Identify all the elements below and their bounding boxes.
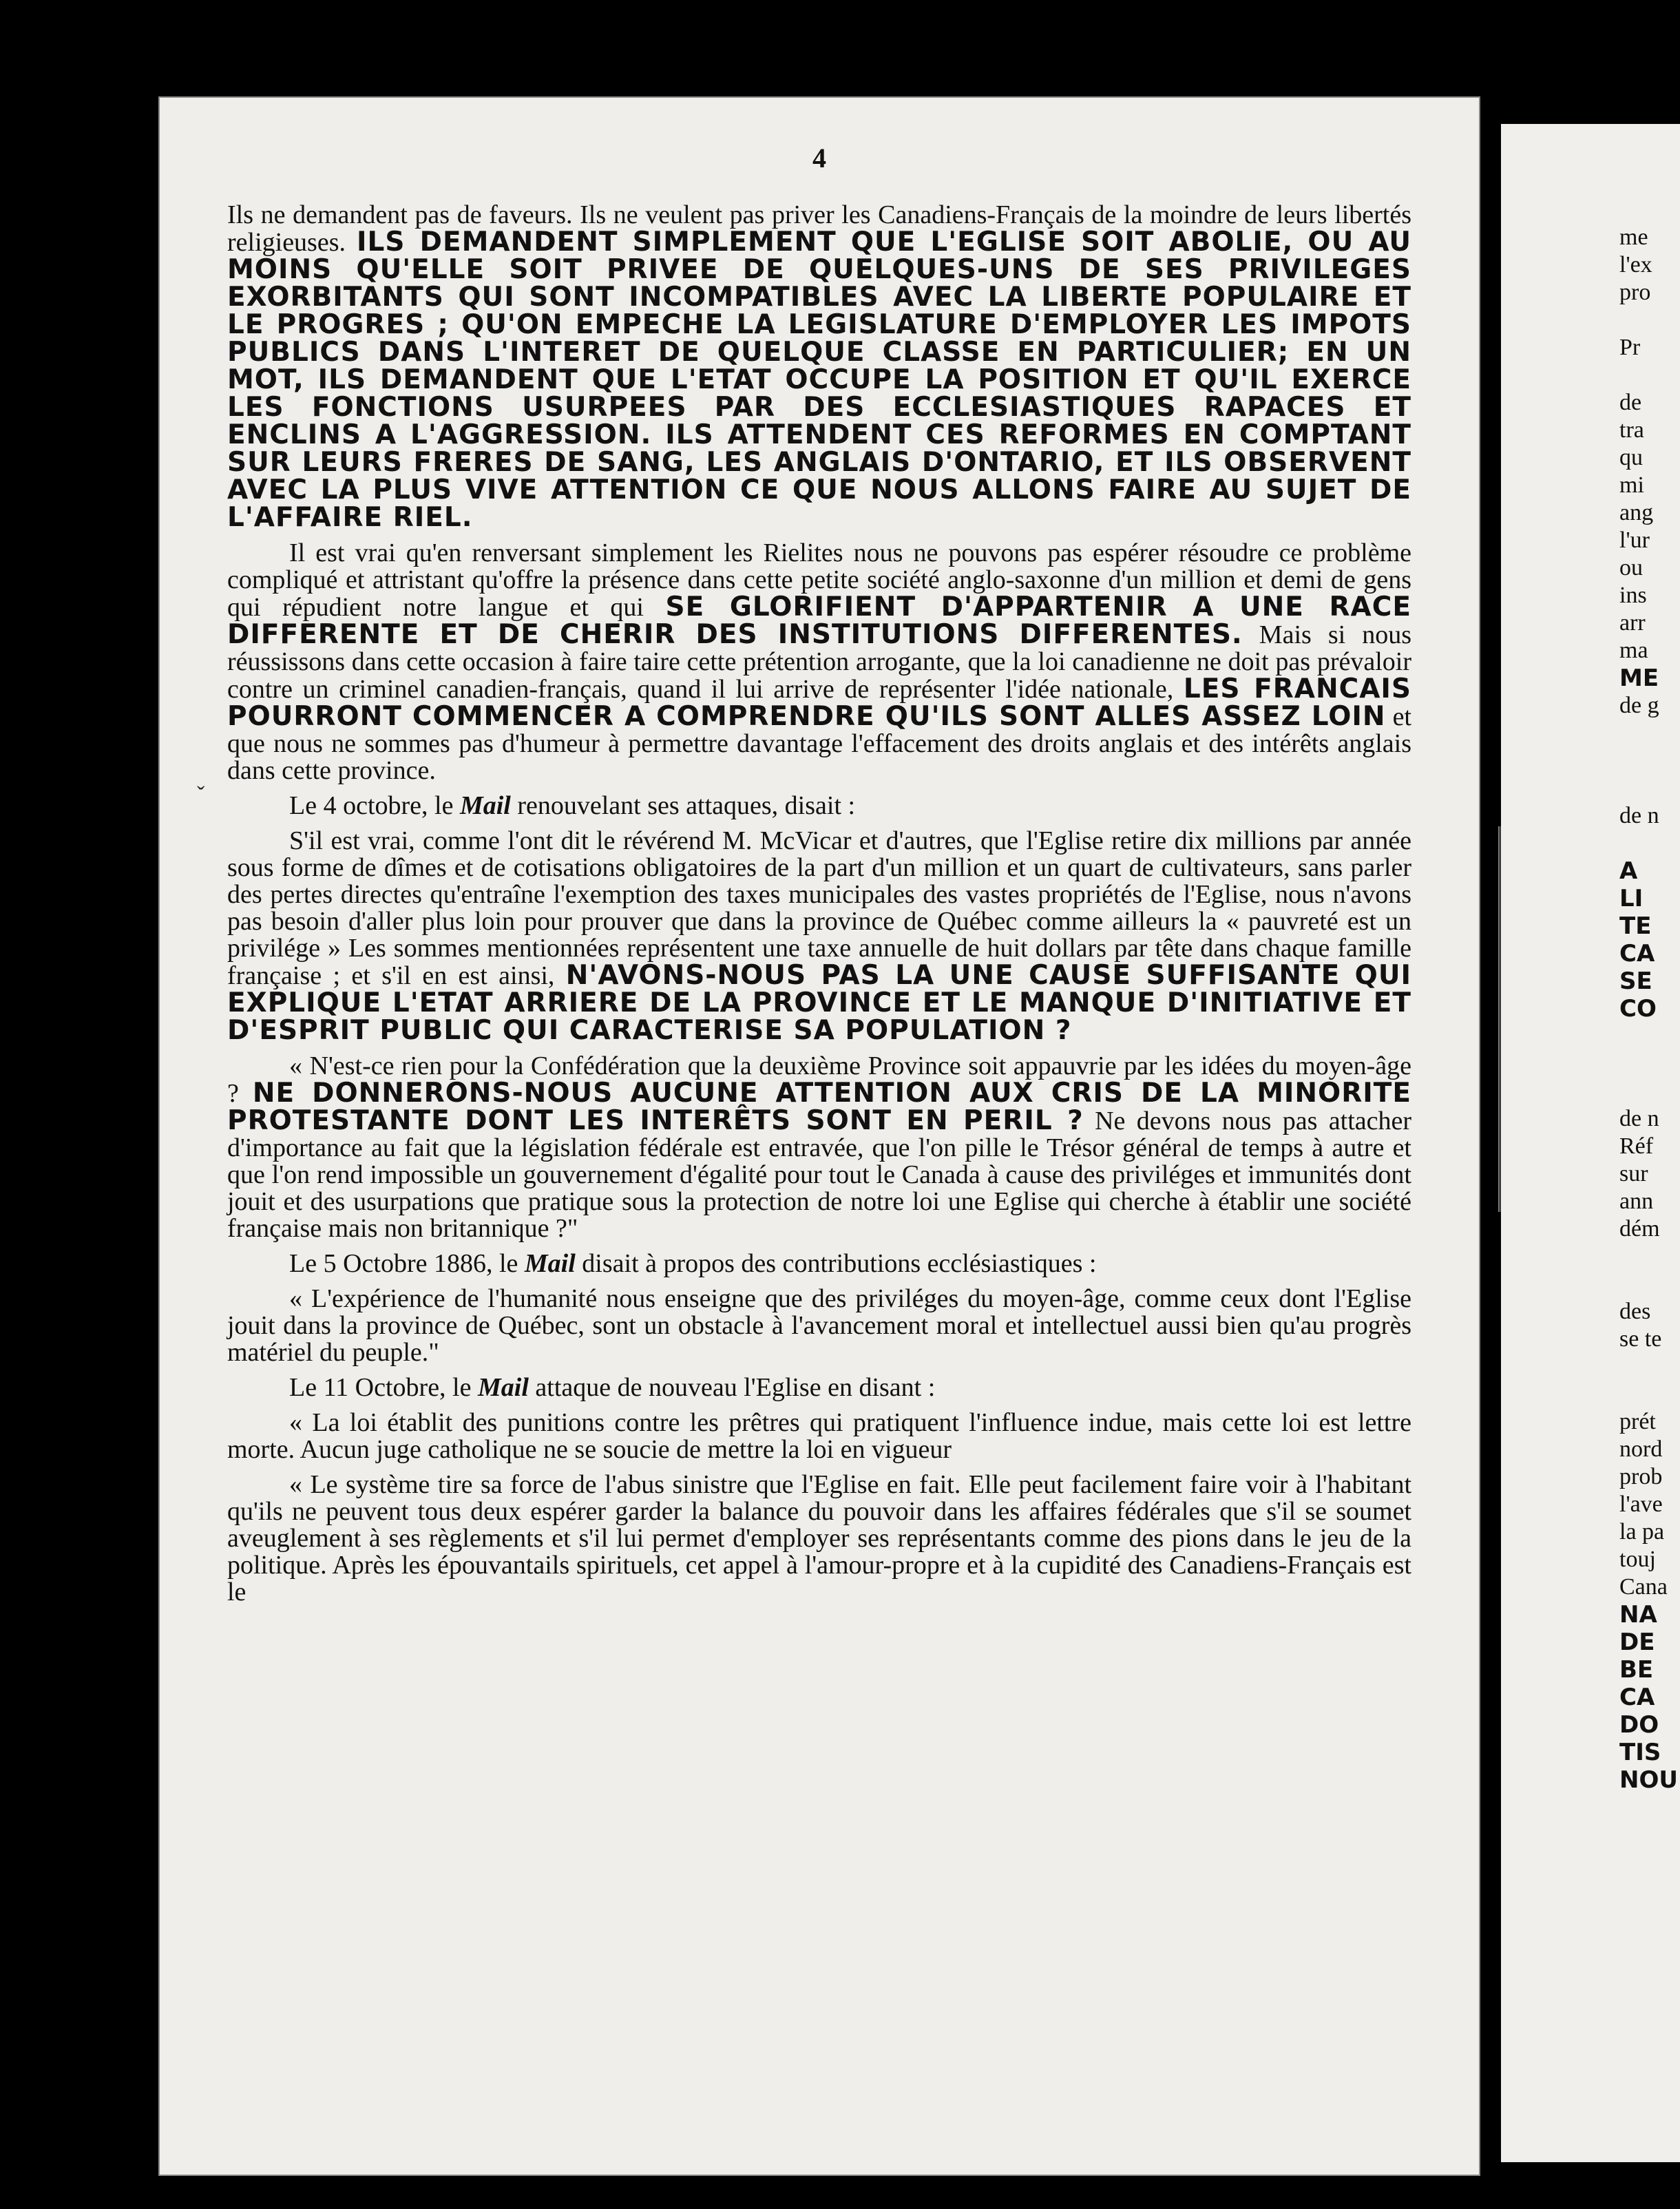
right-page-fragment <box>1619 1078 1674 1105</box>
right-page-fragment: TIS <box>1619 1739 1661 1766</box>
right-page-fragment <box>1619 1381 1674 1408</box>
paragraph-2-text-a: Il est vrai qu'en renversant simplement les Rielites nous ne pouvons pas espérer résoudre ce problème compliqué et attristant qu'offre la présence dans cette petite société anglo-saxonne d'un million et demi de gens qui répudient notre langue et qui <box>227 538 1411 622</box>
paragraph-3 <box>227 793 1411 819</box>
main-text-column <box>227 145 1411 1614</box>
right-page-fragment: ann <box>1619 1189 1654 1214</box>
right-page-fragment <box>1619 362 1674 389</box>
right-page-fragment: touj <box>1619 1547 1656 1572</box>
paragraph-8-text-a: Le 11 Octobre, le <box>289 1373 472 1402</box>
paragraph-5-text-b: Ne devons nous pas attacher d'importance au fait que la législation fédérale est entravée, que l'on pille le Trésor général de temps à autre et que l'on rend impossible un gouvernement d'égalité pour tout le Canada à cause des priviléges et immunités dont jouit et des usurpations que pratique sous la protection de notre loi une Eglise qui cherche à établir une société française mais non britannique ?" <box>227 1107 1412 1243</box>
right-page-fragment: dém <box>1619 1216 1660 1242</box>
right-page-fragment: CA <box>1619 1684 1655 1711</box>
paragraph-1-text: Ils ne demandent pas de faveurs. Ils ne veulent pas priver les Canadiens-Français de la moindre de leurs libertés religieuses. <box>227 200 1411 257</box>
right-page-fragment <box>1619 1270 1674 1298</box>
right-page-fragment: Pr <box>1619 335 1641 360</box>
right-page-fragment <box>1619 1353 1674 1381</box>
right-page-fragment: l'ex <box>1619 252 1652 278</box>
right-page-fragment: mi <box>1619 472 1644 498</box>
right-page-fragment: CA <box>1619 940 1655 967</box>
right-page-fragment: de n <box>1619 803 1659 828</box>
right-page-fragment: TE <box>1619 912 1652 940</box>
paragraph-3-text-b: renouvelant ses attaques, disait : <box>517 791 856 820</box>
right-page-fragment <box>1619 1050 1674 1078</box>
page-number: 4 <box>812 143 826 174</box>
paragraph-5-text-a: « N'est-ce rien pour la Confédération que la deuxième Province soit appauvrie par les idées du moyen-âge ? <box>227 1051 1411 1108</box>
paragraph-6-text-b: disait à propos des contributions ecclésiastiques : <box>582 1249 1097 1278</box>
right-page-fragment: de g <box>1619 693 1659 718</box>
paragraph-6-text-a: Le 5 Octobre 1886, le <box>289 1249 518 1278</box>
right-page-fragment: NA <box>1619 1601 1657 1629</box>
right-page-fragment: des <box>1619 1299 1651 1324</box>
paragraph-8 <box>227 1374 1411 1401</box>
newspaper-name: Mail <box>524 1249 576 1278</box>
right-page-fragment <box>1619 720 1674 747</box>
right-page-fragment: me <box>1619 224 1648 250</box>
right-page-fragment <box>1619 775 1674 802</box>
right-page-fragment: sur <box>1619 1161 1648 1186</box>
right-page-fragment <box>1619 306 1674 334</box>
right-page-fragment: ou <box>1619 555 1643 580</box>
paragraph-4-text: S'il est vrai, comme l'ont dit le révérend M. McVicar et d'autres, que l'Eglise retire dix millions par année sous forme de dîmes et de cotisations obligatoires de la part d'un million et un quart de cultivateurs, sans parler des pertes directes qu'entraîne l'exemption des taxes municipales des vastes propriétés de l'Eglise, nous n'avons pas besoin d'aller plus loin pour prouver que dans la province de Québec comme ailleurs la « pauvreté est un privilége » Les sommes mentionnées représentent une taxe annuelle de huit dollars par tête dans chaque famille française ; et s'il en est ainsi, <box>227 826 1411 990</box>
paragraph-5-caps: NE DONNERONS-NOUS AUCUNE ATTENTION AUX CRIS DE LA MINORITE PROTESTANTE DONT LES INTERÊTS SONT EN PERIL ? <box>227 1078 1411 1136</box>
paragraph-1 <box>227 202 1411 532</box>
right-page-fragment: la pa <box>1619 1519 1665 1545</box>
right-page-fragment: DO <box>1619 1711 1659 1739</box>
right-page-fragment: CO <box>1619 995 1657 1023</box>
paragraph-3-text-a: Le 4 octobre, le <box>289 791 454 820</box>
paragraph-9: « La loi établit des punitions contre les prêtres qui pratiquent l'influence indue, mais cette loi est lettre morte. Aucun juge catholique ne se soucie de mettre la loi en vigueur <box>227 1408 1411 1464</box>
right-page-fragment <box>1619 747 1674 775</box>
right-page-fragment: Réf <box>1619 1133 1654 1159</box>
right-page-fragment: NOU <box>1619 1766 1678 1794</box>
right-page-fragment <box>1619 830 1674 857</box>
right-page-fragment: l'ur <box>1619 527 1650 553</box>
right-page-fragment: prét <box>1619 1409 1656 1434</box>
paragraph-2 <box>227 540 1411 784</box>
right-page-fragment: SE <box>1619 967 1652 995</box>
right-page-fragment: DE <box>1619 1629 1655 1656</box>
paragraph-6 <box>227 1250 1411 1277</box>
right-page-fragment: se te <box>1619 1326 1662 1352</box>
right-page-text-fragments <box>1619 224 1678 1794</box>
paragraph-4-caps: N'AVONS-NOUS PAS LA UNE CAUSE SUFFISANTE QUI EXPLIQUE L'ETAT ARRIERE DE LA PROVINCE ET LE MANQUE D'INITIATIVE ET D'ESPRIT PUBLIC QUI CARACTERISE SA POPULATION ? <box>227 960 1412 1046</box>
right-page-fragment <box>1619 1243 1674 1270</box>
right-page-fragment: l'ave <box>1619 1491 1663 1517</box>
paragraph-7: « L'expérience de l'humanité nous enseigne que des priviléges du moyen-âge, comme ceux dont l'Eglise jouit dans la province de Québec, sont un obstacle à l'avancement moral et intellectuel aussi bien qu'au progrès matériel du peuple." <box>227 1284 1411 1367</box>
paragraph-10: « Le système tire sa force de l'abus sinistre que l'Eglise en fait. Elle peut facilement faire voir à l'habitant qu'ils ne peuvent tous deux espérer garder la balance du pouvoir dans les affaires fédérales que s'il se soumet aveuglement à ses règlements et s'il lui permet d'employer ses représentants comme des pions dans le jeu de la politique. Après les épouvantails spirituels, cet appel à l'amour-propre et à la cupidité des Canadiens-Français est le <box>227 1470 1411 1606</box>
right-page-fragment: ME <box>1619 664 1659 692</box>
right-page-fragment: LI <box>1619 885 1644 912</box>
right-page-fragment: qu <box>1619 445 1643 470</box>
right-page-fragment: ins <box>1619 583 1647 608</box>
paragraph-5 <box>227 1053 1411 1242</box>
right-page-fragment: de <box>1619 390 1642 415</box>
right-page-fragment: pro <box>1619 280 1651 305</box>
right-page-fragment: A <box>1619 857 1638 885</box>
paragraph-2-text-b: Mais si nous réussissons dans cette occasion à faire taire cette prétention arrogante, que la loi canadienne ne doit pas prévaloir contre un criminel canadien-français, quand il lui arrive de représenter l'idée nationale, <box>227 620 1411 704</box>
paragraph-2-caps-a: SE GLORIFIENT D'APPARTENIR A UNE RACE DIFFERENTE ET DE CHERIR DES INSTITUTIONS DIFFERENTES. <box>227 591 1411 650</box>
newspaper-name: Mail <box>459 791 511 820</box>
right-page-fragment: nord <box>1619 1436 1663 1462</box>
paragraph-4 <box>227 828 1411 1045</box>
right-page-fragment: Cana <box>1619 1574 1668 1600</box>
newspaper-name: Mail <box>477 1373 529 1402</box>
right-page-fragment: arr <box>1619 610 1646 636</box>
right-page-fragment: tra <box>1619 417 1644 443</box>
right-page-fragment: prob <box>1619 1464 1663 1489</box>
right-page-fragment: ma <box>1619 638 1648 663</box>
right-page-fragment: de n <box>1619 1106 1659 1131</box>
paragraph-2-caps-b: LES FRANCAIS POURRONT COMMENCER A COMPRENDRE QU'ILS SONT ALLES ASSEZ LOIN <box>227 673 1412 732</box>
right-page-fragment: ang <box>1619 500 1654 525</box>
margin-mark: ˇ <box>197 782 205 808</box>
paragraph-2-text-c: et que nous ne sommes pas d'humeur à permettre davantage l'effacement des droits anglais et des intérêts anglais dans cette province. <box>227 702 1411 785</box>
right-page-fragment: BE <box>1619 1656 1654 1684</box>
right-page-fragment <box>1619 1023 1674 1050</box>
paragraph-8-text-b: attaque de nouveau l'Eglise en disant : <box>535 1373 936 1402</box>
paragraph-1-caps: ILS DEMANDENT SIMPLEMENT QUE L'EGLISE SOIT ABOLIE, OU AU MOINS QU'ELLE SOIT PRIVEE DE QUELQUES-UNS DE SES PRIVILEGES EXORBITANTS QUI SONT INCOMPATIBLES AVEC LA LIBERTE POPULAIRE ET LE PROGRES ; QU'ON EMPECHE LA LEGISLATURE D'EMPLOYER LES IMPOTS PUBLICS DANS L'INTERET DE QUELQUE CLASSE EN PARTICULIER; EN UN MOT, ILS DEMANDENT QUE L'ETAT OCCUPE LA POSITION ET QU'IL EXERCE LES FONCTIONS USURPEES PAR DES ECCLESIASTIQUES RAPACES ET ENCLINS A L'AGGRESSION. ILS ATTENDENT CES REFORMES EN COMPTANT SUR LEURS FRERES DE SANG, LES ANGLAIS D'ONTARIO, ET ILS OBSERVENT AVEC LA PLUS VIVE ATTENTION CE QUE NOUS ALLONS FAIRE AU SUJET DE L'AFFAIRE RIEL. <box>227 227 1411 533</box>
